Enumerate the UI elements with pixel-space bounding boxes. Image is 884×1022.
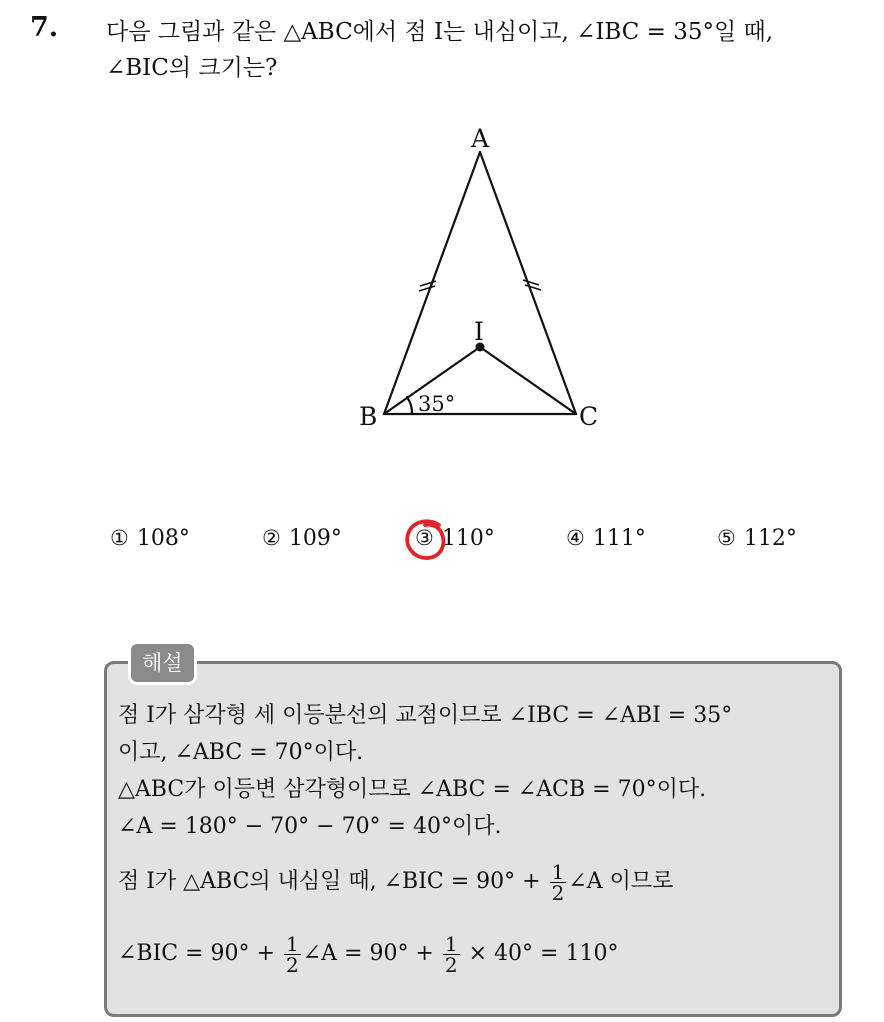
choice-mark: ⑤ bbox=[717, 526, 736, 550]
fraction-one-half bbox=[550, 859, 567, 905]
triangle-figure bbox=[340, 118, 640, 438]
side-ac bbox=[480, 152, 576, 414]
fraction-denominator: 2 bbox=[285, 952, 299, 977]
choice-value: 110° bbox=[441, 526, 495, 551]
solution-tab: 해설 bbox=[128, 641, 197, 685]
fraction-denominator: 2 bbox=[444, 952, 458, 977]
choice-value: 108° bbox=[136, 526, 190, 551]
choice-value: 109° bbox=[288, 526, 342, 551]
choice-mark: ② bbox=[262, 526, 281, 550]
tick-marks-ac bbox=[523, 280, 541, 290]
choice-1[interactable] bbox=[110, 526, 190, 551]
angle-label: 35° bbox=[418, 392, 456, 416]
fraction-denominator: 2 bbox=[551, 880, 565, 905]
solution-body bbox=[118, 697, 830, 989]
fraction-numerator: 1 bbox=[285, 931, 299, 956]
choice-value: 112° bbox=[743, 526, 797, 551]
vertex-label-c: C bbox=[579, 402, 599, 431]
choice-mark: ① bbox=[110, 526, 129, 550]
solution-line-4: ∠A = 180° − 70° − 70° = 40°이다. bbox=[118, 814, 502, 839]
fraction-one-half bbox=[284, 931, 301, 977]
solution-line-6-a: ∠BIC = 90° + bbox=[118, 941, 275, 966]
solution-line-5 bbox=[118, 847, 830, 917]
solution-line-6-b: ∠A = 90° + bbox=[302, 941, 434, 966]
tick-marks-ab bbox=[419, 281, 436, 291]
choice-4[interactable] bbox=[566, 526, 646, 551]
solution-line-5-pre: 점 I가 △ABC의 내심일 때, ∠BIC = 90° + bbox=[118, 869, 541, 894]
angle-arc bbox=[407, 397, 412, 414]
question-line-1: 다음 그림과 같은 △ABC에서 점 I는 내심이고, ∠IBC = 35°일 때, bbox=[106, 19, 774, 45]
question-line-2: ∠BIC의 크기는? bbox=[106, 55, 278, 81]
vertex-label-a: A bbox=[471, 124, 490, 153]
solution-line-1: 점 I가 삼각형 세 이등분선의 교점이므로 ∠IBC = ∠ABI = 35° bbox=[118, 703, 733, 728]
choice-5[interactable] bbox=[717, 526, 797, 551]
answer-choices bbox=[110, 526, 830, 562]
solution-line-5-post: ∠A 이므로 bbox=[568, 869, 674, 894]
fraction-numerator: 1 bbox=[551, 859, 565, 884]
solution-line-6-c: × 40° = 110° bbox=[468, 941, 619, 966]
selected-answer-circle-icon bbox=[403, 517, 449, 563]
solution-line-6 bbox=[118, 919, 830, 989]
solution-line-2: 이고, ∠ABC = 70°이다. bbox=[118, 740, 364, 765]
segment-ci bbox=[480, 347, 576, 414]
fraction-numerator: 1 bbox=[444, 931, 458, 956]
choice-value: 111° bbox=[592, 526, 646, 551]
solution-line-3: △ABC가 이등변 삼각형이므로 ∠ABC = ∠ACB = 70°이다. bbox=[118, 777, 707, 802]
choice-mark: ④ bbox=[566, 526, 585, 550]
question-text bbox=[106, 14, 876, 86]
choice-2[interactable] bbox=[262, 526, 342, 551]
fraction-one-half bbox=[443, 931, 460, 977]
choice-mark: ③ bbox=[415, 526, 434, 550]
question-number: 7. bbox=[30, 12, 59, 43]
vertex-label-b: B bbox=[359, 402, 378, 431]
incenter-label-i: I bbox=[474, 317, 484, 346]
